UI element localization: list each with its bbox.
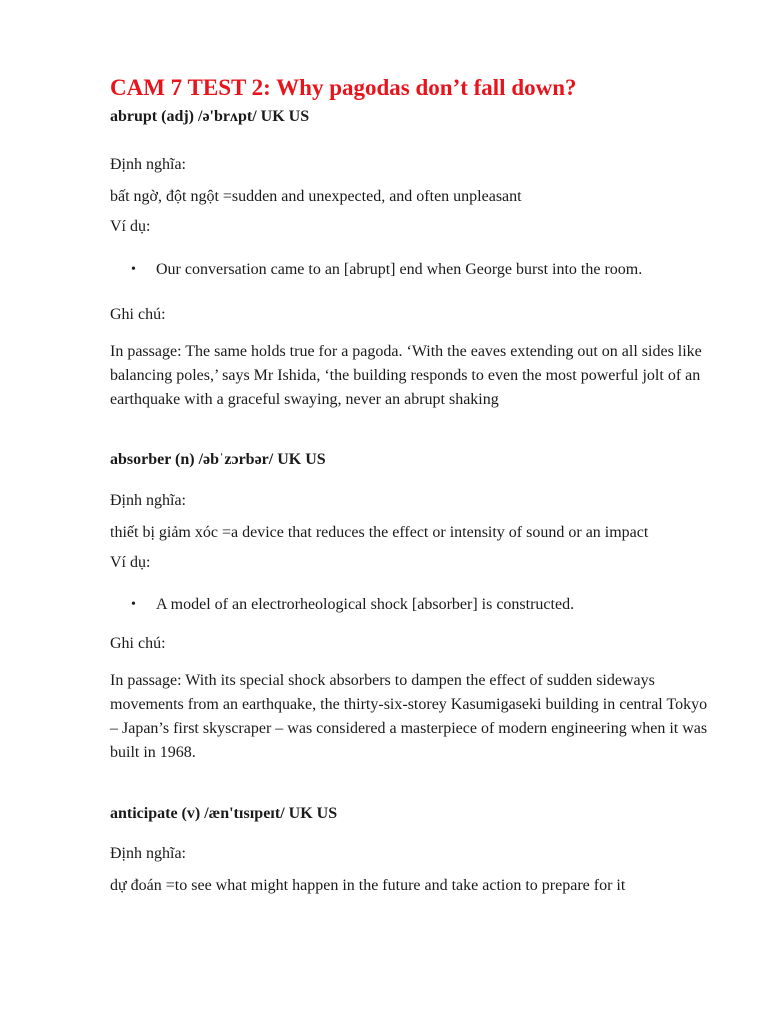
example-label: Ví dụ: [110,554,151,571]
definition-label: Định nghĩa: [110,845,186,862]
document-page [110,72,710,898]
headword: absorber (n) /əbˈzɔrbər/ UK US [110,451,326,468]
example-item [110,593,676,617]
vocab-entry-absorber [110,449,710,765]
definition-text: dự đoán =to see what might happen in the future and take action to prepare for it [110,877,626,894]
headword: anticipate (v) /æn'tɪsɪpeɪt/ UK US [110,805,338,822]
headword: abrupt (adj) /ə'brʌpt/ UK US [110,108,310,125]
example-item [110,258,676,282]
definition-text: bất ngờ, đột ngột =sudden and unexpected, and often unpleasant [110,188,522,205]
vocab-entry-anticipate [110,803,710,898]
definition-text: thiết bị giảm xóc =a device that reduces the effect or intensity of sound or an impact [110,524,649,541]
definition-label: Định nghĩa: [110,492,186,509]
vocab-entry-abrupt [110,106,710,412]
note-text: In passage: With its special shock absorbers to dampen the effect of sudden sideways movements from an earthquake, the thirty-six-storey Kasumigaseki building in central Tokyo – Japan’s first skyscraper – was considered a masterpiece of modern engineering when it was built in 1968. [110,672,708,761]
note-label: Ghi chú: [110,306,166,323]
definition-label: Định nghĩa: [110,156,186,173]
example-label: Ví dụ: [110,218,151,235]
note-label: Ghi chú: [110,635,166,652]
example-text: Our conversation came to an [abrupt] end when George burst into the room. [156,261,643,278]
document-title: CAM 7 TEST 2: Why pagodas don’t fall down? [110,75,577,100]
bullet-icon: • [131,597,136,612]
example-list [110,258,710,282]
bullet-icon: • [131,262,136,277]
example-list [110,593,710,617]
note-text: In passage: The same holds true for a pagoda. ‘With the eaves extending out on all sides like balancing poles,’ says Mr Ishida, ‘the building responds to even the most powerful jolt of an earthquake with a graceful swaying, never an abrupt shaking [110,343,702,408]
example-text: A model of an electrorheological shock [absorber] is constructed. [156,596,575,613]
